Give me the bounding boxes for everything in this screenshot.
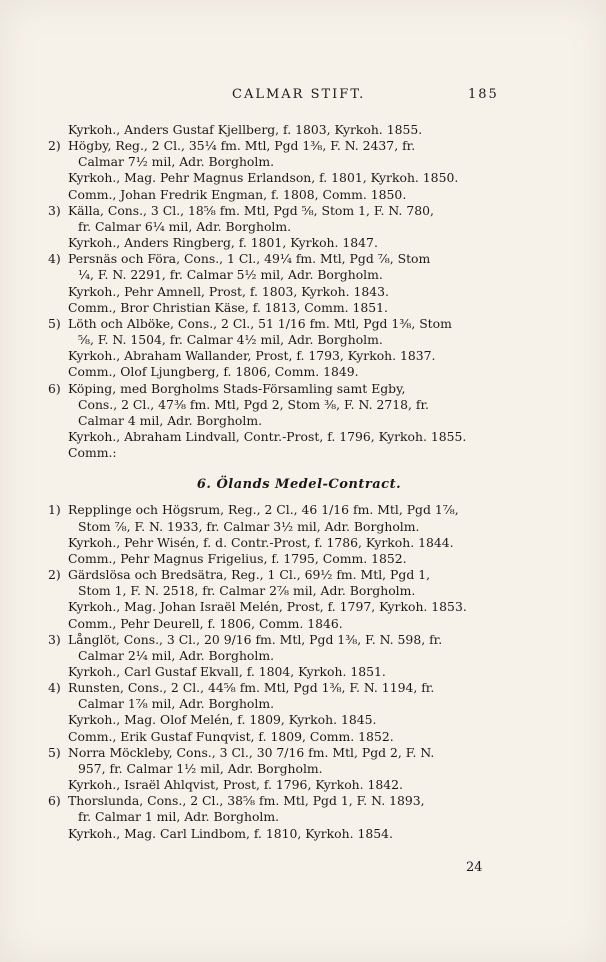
text-line: fr. Calmar 6¼ mil, Adr. Borgholm. [78,218,292,234]
parish-entry [48,793,522,825]
text-line: Comm., Bror Christian Käse, f. 1813, Comm. 1851. [68,299,388,315]
entry-number: 3) [48,202,61,218]
clergy-lines [52,777,522,793]
text-line: Högby, Reg., 2 Cl., 35¼ fm. Mtl, Pgd 1⅜, F. N. 2437, fr. [68,138,416,154]
parish-entry [48,680,522,712]
text-line: Kyrkoh., Carl Gustaf Ekvall, f. 1804, Kyrkoh. 1851. [68,664,386,679]
clergy-lines [52,599,522,631]
text-line: Calmar 1⅞ mil, Adr. Borgholm. [78,696,275,712]
text-line: Runsten, Cons., 2 Cl., 44⅝ fm. Mtl, Pgd 1⅜, F. N. 1194, fr. [68,680,435,696]
signature-mark: 24 [466,860,483,875]
text-line: Källa, Cons., 3 Cl., 18⅝ fm. Mtl, Pgd ⅝, Stom 1, F. N. 780, [68,202,434,218]
clergy-lines [52,712,522,744]
entry-number: 6) [48,793,61,809]
text-line: Kyrkoh., Mag. Johan Israël Melén, Prost, f. 1797, Kyrkoh. 1853. [68,599,467,615]
clergy-lines [52,429,522,461]
page-number: 185 [468,87,499,102]
clergy-lines [52,535,522,567]
text-line: Calmar 4 mil, Adr. Borgholm. [78,412,263,428]
text-line: Comm., Pehr Deurell, f. 1806, Comm. 1846. [68,615,343,631]
entry-number: 5) [48,315,61,331]
text-line: Långlöt, Cons., 3 Cl., 20 9/16 fm. Mtl, Pgd 1⅜, F. N. 598, fr. [68,631,443,647]
text-line: Kyrkoh., Anders Ringberg, f. 1801, Kyrkoh. 1847. [68,235,378,251]
text-line: Kyrkoh., Abraham Wallander, Prost, f. 1793, Kyrkoh. 1837. [68,348,436,364]
clergy-lines [52,348,522,380]
parish-entry [48,138,522,170]
text-line: Stom 1, F. N. 2518, fr. Calmar 2⅞ mil, Adr. Borgholm. [78,583,416,599]
text-line: Comm., Johan Fredrik Engman, f. 1808, Comm. 1850. [68,186,407,202]
text-block [48,122,522,842]
text-line: Comm.: [68,445,117,461]
text-line: Norra Möckleby, Cons., 3 Cl., 30 7/16 fm. Mtl, Pgd 2, F. N. [68,744,435,760]
clergy-lines [52,170,522,202]
entry-number: 2) [48,138,61,154]
text-line: Kyrkoh., Israël Ahlqvist, Prost, f. 1796, Kyrkoh. 1842. [68,777,403,793]
parish-entry [48,744,522,777]
clergy-lines [52,284,522,316]
entry-number: 4) [48,680,61,696]
parish-entry [48,315,522,348]
text-line: Kyrkoh., Mag. Olof Melén, f. 1809, Kyrkoh. 1845. [68,712,377,728]
parish-entry [48,251,522,283]
text-line: Repplinge och Högsrum, Reg., 2 Cl., 46 1/16 fm. Mtl, Pgd 1⅞, [68,502,459,518]
text-line: Thorslunda, Cons., 2 Cl., 38⅝ fm. Mtl, Pgd 1, F. N. 1893, [68,793,425,809]
text-line: Calmar 7½ mil, Adr. Borgholm. [78,154,275,170]
text-line: Cons., 2 Cl., 47⅜ fm. Mtl, Pgd 2, Stom ⅜, F. N. 2718, fr. [78,396,429,412]
entry-number: 3) [48,631,61,647]
running-head-title: CALMAR STIFT. [232,87,366,102]
text-line: Kyrkoh., Mag. Pehr Magnus Erlandson, f. 1801, Kyrkoh. 1850. [68,170,459,186]
entry-number: 5) [48,744,61,760]
text-line: Kyrkoh., Mag. Carl Lindbom, f. 1810, Kyrkoh. 1854. [68,825,393,841]
text-line: Kyrkoh., Pehr Amnell, Prost, f. 1803, Kyrkoh. 1843. [68,283,389,299]
parish-entry [48,202,522,235]
parish-entry [48,380,522,429]
clergy-lines [52,235,522,251]
parish-entry [48,502,522,534]
text-line: fr. Calmar 1 mil, Adr. Borgholm. [78,809,280,825]
parish-entry [48,567,522,599]
clergy-lines [52,826,522,842]
entry-number: 6) [48,380,61,396]
text-line: Köping, med Borgholms Stads-Församling samt Egby, [68,380,406,396]
clergy-lines [52,664,522,680]
text-line: Persnäs och Föra, Cons., 1 Cl., 49¼ fm. Mtl, Pgd ⅞, Stom [68,251,431,267]
text-line: Löth och Alböke, Cons., 2 Cl., 51 1/16 fm. Mtl, Pgd 1⅜, Stom [68,315,452,331]
text-line: Kyrkoh., Pehr Wisén, f. d. Contr.-Prost, f. 1786, Kyrkoh. 1844. [68,534,454,550]
entry-number: 2) [48,567,61,583]
text-line: Comm., Pehr Magnus Frigelius, f. 1795, Comm. 1852. [68,550,407,566]
entry-number: 1) [48,502,61,518]
text-line: Stom ⅞, F. N. 1933, fr. Calmar 3½ mil, Adr. Borgholm. [78,518,420,534]
section-title: 6. Ölands Medel-Contract. [196,477,402,493]
entry-number: 4) [48,251,61,267]
text-line: Gärdslösa och Bredsätra, Reg., 1 Cl., 69½ fm. Mtl, Pgd 1, [68,567,431,583]
text-line: Kyrkoh., Abraham Lindvall, Contr.-Prost, f. 1796, Kyrkoh. 1855. [68,428,467,444]
text-line: Comm., Erik Gustaf Funqvist, f. 1809, Comm. 1852. [68,728,394,744]
text-line: Kyrkoh., Anders Gustaf Kjellberg, f. 1803, Kyrkoh. 1855. [68,122,423,137]
text-line: Comm., Olof Ljungberg, f. 1806, Comm. 1849. [68,364,359,380]
clergy-lines [52,122,522,138]
parish-list-block-2 [48,502,522,841]
parish-entry [48,631,522,664]
text-line: ⅝, F. N. 1504, fr. Calmar 4½ mil, Adr. Borgholm. [78,332,383,348]
text-line: ¼, F. N. 2291, fr. Calmar 5½ mil, Adr. Borgholm. [78,267,383,283]
text-line: 957, fr. Calmar 1½ mil, Adr. Borgholm. [78,760,323,776]
text-line: Calmar 2¼ mil, Adr. Borgholm. [78,647,275,663]
parish-list-block-1 [48,122,522,461]
